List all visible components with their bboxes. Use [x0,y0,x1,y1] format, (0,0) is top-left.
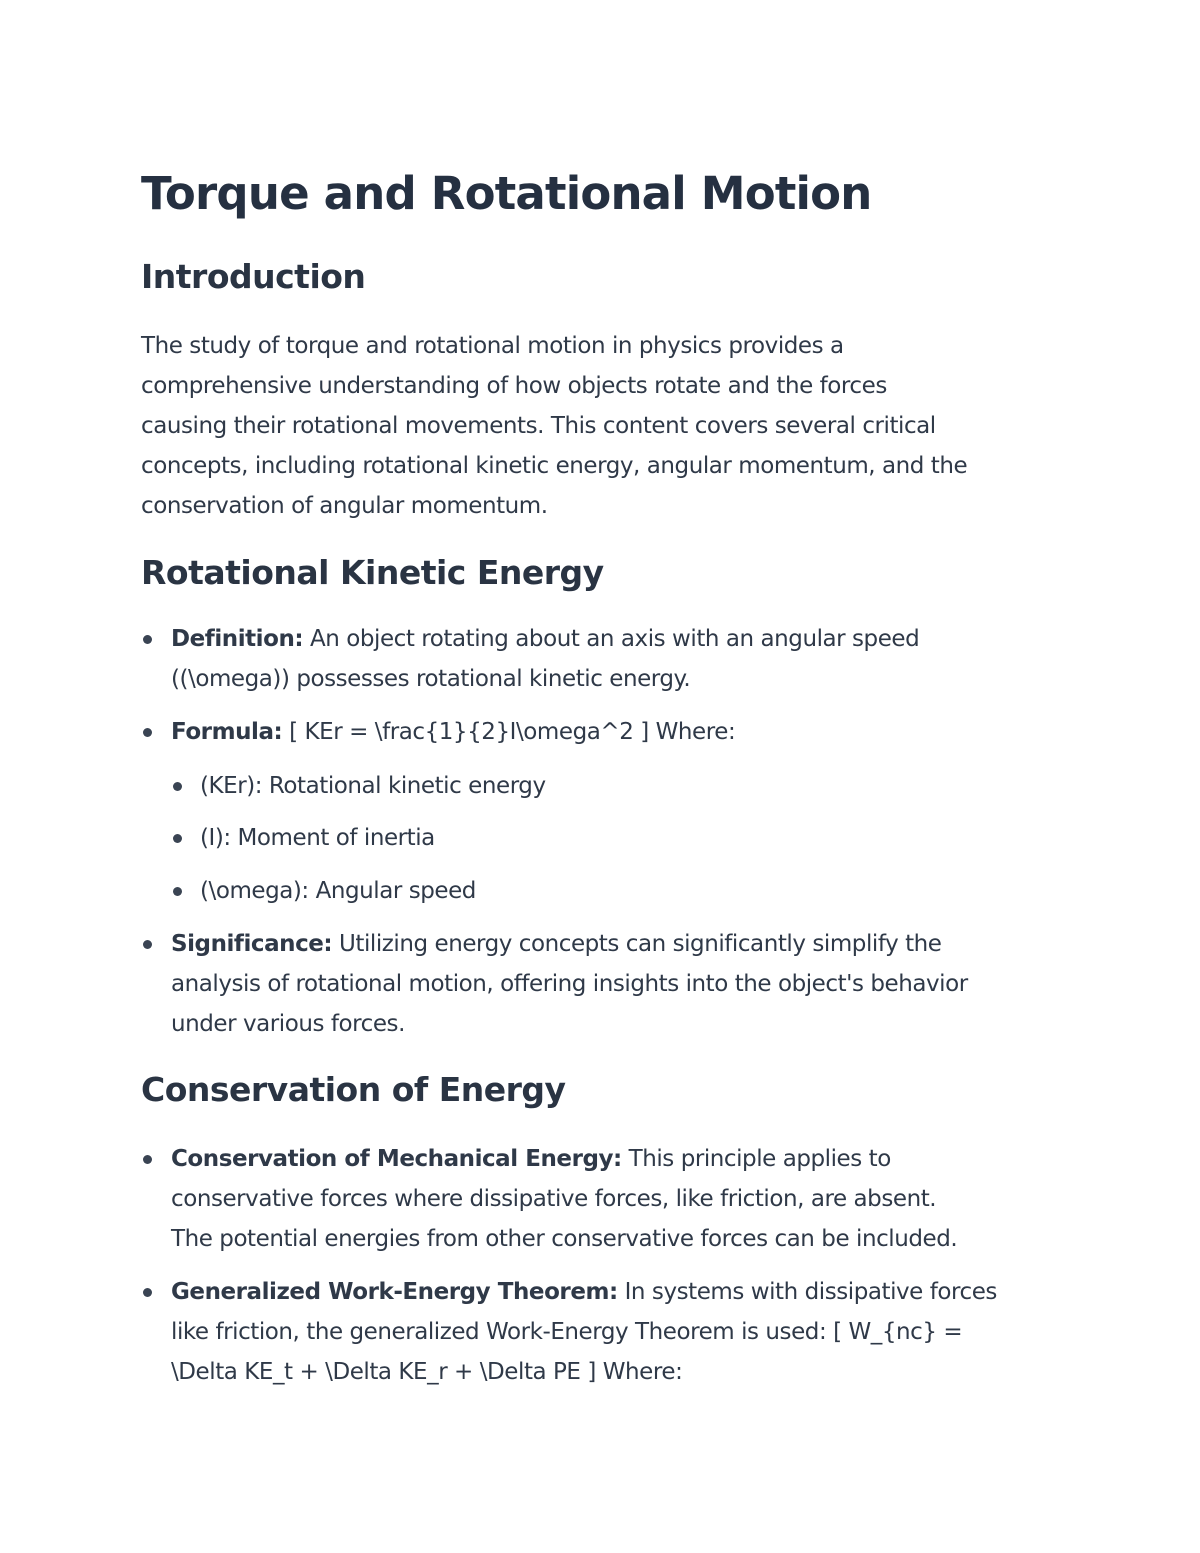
bullet-icon [143,1288,152,1297]
sub-list-item: (I): Moment of inertia [200,825,435,851]
list-item-line: Generalized Work-Energy Theorem: In systems with dissipative forces [171,1279,997,1305]
bullet-icon [143,635,152,644]
list-item-work-energy-theorem [171,1272,997,1392]
list-item-definition [171,619,919,699]
paragraph-line: concepts, including rotational kinetic energy, angular momentum, and the [141,453,968,479]
introduction-paragraph [141,326,1071,526]
list-item-line: Significance: Utilizing energy concepts can significantly simplify the [171,931,942,957]
list-item-line: Formula: [ KEr = \frac{1}{2}I\omega^2 ] Where: [171,719,736,745]
term-label: Significance: [171,931,333,957]
paragraph-line: conservation of angular momentum. [141,493,548,519]
introduction-heading: Introduction [141,257,366,296]
term-label: Definition: [171,626,304,652]
list-item-line: \Delta KE_t + \Delta KE_r + \Delta PE ] Where: [171,1359,683,1385]
bullet-icon [173,887,182,896]
term-label: Formula: [171,719,283,745]
paragraph-line: The study of torque and rotational motion in physics provides a [141,333,844,359]
bullet-icon [173,834,182,843]
bullet-icon [143,1155,152,1164]
list-item-line: The potential energies from other conservative forces can be included. [171,1226,958,1252]
paragraph-line: comprehensive understanding of how objects rotate and the forces [141,373,887,399]
term-label: Conservation of Mechanical Energy: [171,1146,622,1172]
sub-list-item: (KEr): Rotational kinetic energy [200,773,546,799]
bullet-icon [173,782,182,791]
list-item-line: Definition: An object rotating about an axis with an angular speed [171,626,920,652]
document-title: Torque and Rotational Motion [141,167,872,220]
rotational-kinetic-energy-heading: Rotational Kinetic Energy [141,553,604,592]
term-label: Generalized Work-Energy Theorem: [171,1279,618,1305]
paragraph-line: causing their rotational movements. This content covers several critical [141,413,936,439]
list-item-line: Conservation of Mechanical Energy: This principle applies to [171,1146,891,1172]
bullet-icon [143,728,152,737]
list-item-mechanical-energy [171,1139,957,1259]
list-item-formula [171,712,735,752]
list-item-line: ((\omega)) possesses rotational kinetic energy. [171,666,691,692]
list-item-line: like friction, the generalized Work-Energy Theorem is used: [ W_{nc} = [171,1319,963,1345]
list-item-line: analysis of rotational motion, offering insights into the object's behavior [171,971,968,997]
bullet-icon [143,940,152,949]
conservation-of-energy-heading: Conservation of Energy [141,1070,566,1109]
list-item-significance [171,924,968,1044]
list-item-line: under various forces. [171,1011,405,1037]
list-item-line: conservative forces where dissipative forces, like friction, are absent. [171,1186,937,1212]
sub-list-item: (\omega): Angular speed [200,878,476,904]
